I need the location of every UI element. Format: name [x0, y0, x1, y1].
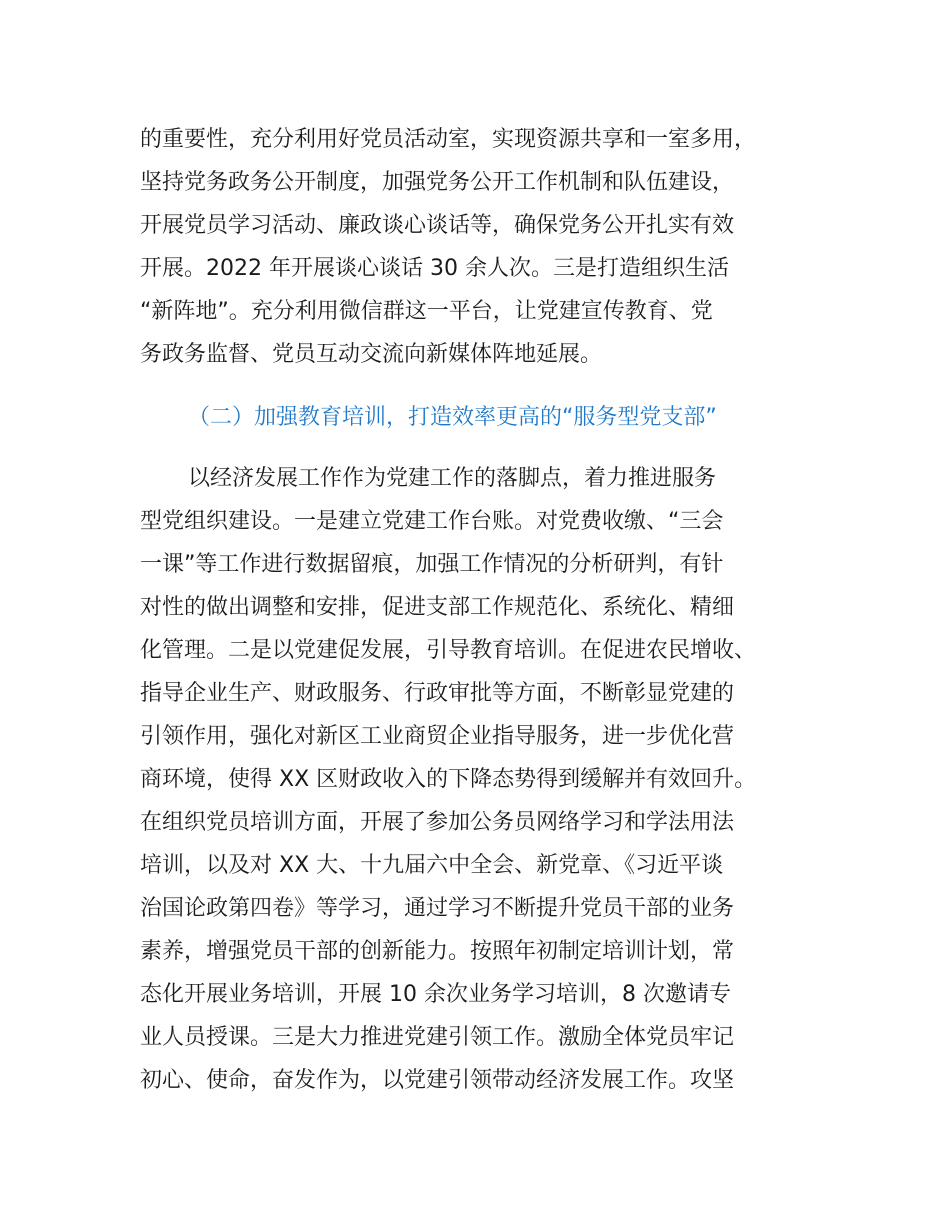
text-line: 对性的做出调整和安排，促进支部工作规范化、系统化、精细 — [140, 595, 735, 620]
text-line: 在组织党员培训方面，开展了参加公务员网络学习和学法用法 — [140, 810, 735, 835]
text-line: 商环境，使得 XX 区财政收入的下降态势得到缓解并有效回升。 — [140, 767, 757, 792]
text-line: 型党组织建设。一是建立党建工作台账。对党费收缴、“三会 — [140, 509, 724, 534]
text-line: 开展党员学习活动、廉政谈心谈话等，确保党务公开扎实有效 — [140, 213, 735, 238]
text-line: 态化开展业务培训，开展 10 余次业务学习培训，8 次邀请专 — [140, 982, 731, 1007]
text-line: 化管理。二是以党建促发展，引导教育培训。在促进农民增收、 — [140, 638, 757, 663]
text-line: 业人员授课。三是大力推进党建引领工作。激励全体党员牢记 — [140, 1025, 735, 1050]
text-line: 务政务监督、党员互动交流向新媒体阵地延展。 — [140, 342, 603, 367]
text-line: 开展。2022 年开展谈心谈话 30 余人次。三是打造组织生活 — [140, 256, 729, 281]
text-line: 坚持党务政务公开制度，加强党务公开工作机制和队伍建设， — [140, 170, 735, 195]
text-line: 指导企业生产、财政服务、行政审批等方面，不断彰显党建的 — [140, 681, 735, 706]
text-line: 的重要性，充分利用好党员活动室，实现资源共享和一室多用， — [140, 127, 757, 152]
text-line: 培训，以及对 XX 大、十九届六中全会、新党章、《习近平谈 — [140, 853, 724, 878]
text-line: 引领作用，强化对新区工业商贸企业指导服务，进一步优化营 — [140, 724, 735, 749]
text-line: 素养，增强党员干部的创新能力。按照年初制定培训计划，常 — [140, 939, 735, 964]
text-line: 以经济发展工作作为党建工作的落脚点，着力推进服务 — [188, 466, 717, 491]
text-line: 初心、使命，奋发作为，以党建引领带动经济发展工作。攻坚 — [140, 1068, 735, 1093]
text-line: “新阵地”。充分利用微信群这一平台，让党建宣传教育、党 — [140, 299, 713, 324]
text-line: 治国论政第四卷》等学习，通过学习不断提升党员干部的业务 — [140, 896, 735, 921]
text-line: 一课”等工作进行数据留痕，加强工作情况的分析研判，有针 — [140, 552, 724, 577]
section-heading: （二）加强教育培训，打造效率更高的“服务型党支部” — [188, 405, 717, 430]
